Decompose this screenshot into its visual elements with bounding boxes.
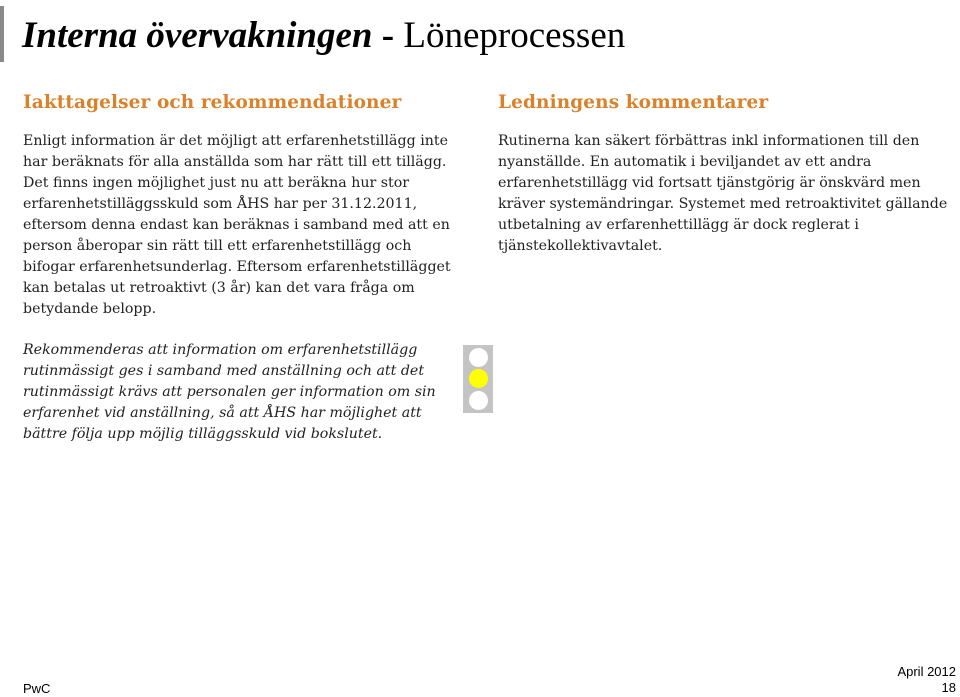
page-title [22, 14, 625, 57]
management-comment-text: Rutinerna kan säkert förbättras inkl informationen till den nyanställde. En automatik i beviljandet av ett andra erfarenhetstillägg vid fortsatt tjänstgörig är önskvärd men kräver systemändringar. Systemet med retroaktivitet gällande utbetalning av erfarenhettillägg är dock reglerat i tjänstekollektivavtalet. [498, 133, 948, 254]
observations-heading: Iakttagelser och rekommendationer [23, 92, 402, 113]
page-title-sub: Löneprocessen [403, 15, 626, 56]
title-accent-bar [0, 6, 4, 62]
traffic-light-middle-lamp-yellow [469, 369, 488, 388]
footer-brand: PwC [23, 681, 51, 696]
footer-date-block [897, 664, 956, 696]
page-number: 18 [941, 680, 956, 695]
recommendation-text: Rekommenderas att information om erfarenhetstillägg rutinmässigt ges i samband med anställning och att det rutinmässigt krävs att personalen ger information om sin erfarenhet vid anställning, så att ÅHS har möjlighet att bättre följa upp möjlig tilläggsskuld vid bokslutet. [23, 342, 436, 442]
observation-text: Enligt information är det möjligt att erfarenhetstillägg inte har beräknats för alla anställda som har rätt till ett tillägg. Det finns ingen möjlighet just nu att beräkna hur stor erfarenhetstilläggsskuld som ÅHS har per 31.12.2011, eftersom denna endast kan beräknas i samband med att en person åberopar sin rätt till ett erfarenhetstillägg och bifogar erfarenhetsunderlag. Eftersom erfarenhetstillägget kan betalas ut retroaktivt (3 år) kan det vara fråga om betydande belopp. [23, 133, 451, 317]
footer-date: April 2012 [897, 664, 956, 679]
traffic-light-top-lamp [469, 348, 488, 367]
observations-section [23, 92, 463, 445]
page-title-main: Interna övervakningen [22, 15, 373, 56]
traffic-light-indicator [463, 345, 493, 413]
management-comments-section [498, 92, 948, 257]
management-comments-heading: Ledningens kommentarer [498, 92, 769, 113]
page-title-separator: - [381, 15, 395, 56]
traffic-light-bottom-lamp [469, 391, 488, 410]
